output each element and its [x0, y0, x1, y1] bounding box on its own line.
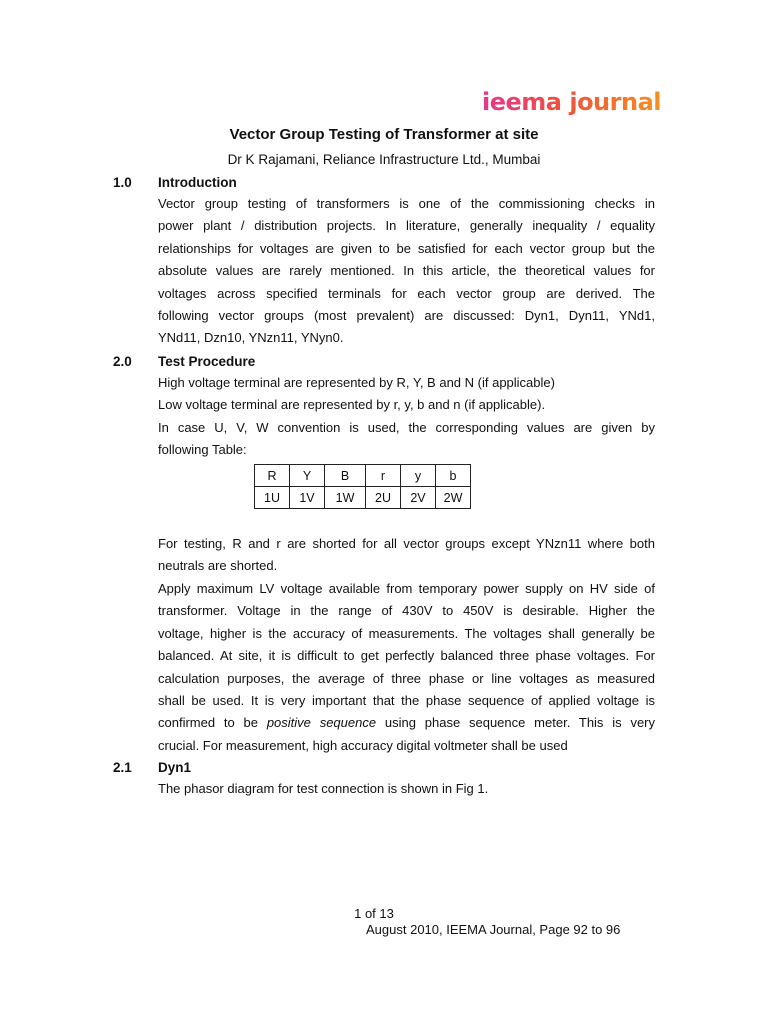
table-cell: 2V — [401, 487, 436, 509]
apply-line-text: using phase sequence meter. This is very — [376, 715, 655, 731]
apply-line: calculation purposes, the average of three phase or line voltages as measured — [158, 670, 655, 686]
intro-line: relationships for voltages are given to be satisfied for each vector group but the — [158, 240, 655, 256]
apply-line: crucial. For measurement, high accuracy digital voltmeter shall be used — [158, 737, 568, 753]
document-title: Vector Group Testing of Transformer at site — [229, 126, 539, 143]
section-title-introduction: Introduction — [158, 175, 237, 190]
intro-line: power plant / distribution projects. In literature, generally inequality / equality — [158, 218, 655, 234]
intro-line: YNd11, Dzn10, YNzn11, YNyn0. — [158, 330, 344, 346]
section-number-1: 1.0 — [113, 175, 132, 190]
procedure-line: In case U, V, W convention is used, the corresponding values are given by — [158, 419, 655, 435]
table-row — [255, 465, 471, 487]
apply-line-text: confirmed to be — [158, 715, 267, 731]
procedure-line: Low voltage terminal are represented by r, y, b and n (if applicable). — [158, 397, 546, 413]
section-title-dyn1: Dyn1 — [158, 760, 192, 775]
ieema-journal-logo: ieema journal — [482, 88, 661, 116]
testing-line: For testing, R and r are shorted for all vector groups except YNzn11 where both — [158, 536, 655, 551]
table-header-cell: y — [401, 465, 436, 487]
section-number-2-1: 2.1 — [113, 760, 132, 775]
dyn1-line: The phasor diagram for test connection is shown in Fig 1. — [158, 781, 489, 796]
positive-sequence-emphasis: positive sequence — [266, 715, 377, 731]
apply-line: Apply maximum LV voltage available from temporary power supply on HV side of — [158, 581, 655, 596]
section-title-test-procedure: Test Procedure — [158, 354, 256, 369]
procedure-line: following Table: — [158, 442, 247, 458]
page-number: 1 of 13 — [354, 906, 394, 921]
table-header-cell: B — [325, 465, 366, 487]
intro-line: Vector group testing of transformers is one of the commissioning checks in — [158, 196, 655, 211]
apply-line — [158, 712, 655, 734]
apply-line: voltage, higher is the accuracy of measurements. The voltages shall generally be — [158, 625, 655, 641]
table-cell: 2U — [366, 487, 401, 509]
table-cell: 1V — [290, 487, 325, 509]
introduction-paragraph — [158, 193, 655, 350]
test-procedure-intro — [158, 372, 655, 462]
apply-line: shall be used. It is very important that the phase sequence of applied voltage is — [158, 693, 655, 709]
intro-line: absolute values are rarely mentioned. In this article, the theoretical values for — [158, 263, 655, 279]
table-header-cell: Y — [290, 465, 325, 487]
testing-line: neutrals are shorted. — [158, 558, 278, 574]
table-cell: 2W — [436, 487, 471, 509]
table-row — [255, 487, 471, 509]
procedure-line: High voltage terminal are represented by R, Y, B and N (if applicable) — [158, 375, 555, 390]
intro-line: following vector groups (most prevalent) are discussed: Dyn1, Dyn11, YNd1, — [158, 308, 655, 324]
table-cell: 1U — [255, 487, 290, 509]
table-cell: 1W — [325, 487, 366, 509]
intro-line: voltages across specified terminals for each vector group are derived. The — [158, 285, 655, 301]
terminal-convention-table — [254, 464, 471, 509]
testing-paragraph — [158, 533, 655, 578]
section-number-2: 2.0 — [113, 354, 132, 369]
author-line: Dr K Rajamani, Reliance Infrastructure Ltd., Mumbai — [227, 152, 541, 167]
apply-voltage-paragraph — [158, 578, 655, 757]
publication-source: August 2010, IEEMA Journal, Page 92 to 96 — [366, 922, 621, 937]
apply-line: balanced. At site, it is difficult to get perfectly balanced three phase voltages. For — [158, 648, 655, 664]
table-header-cell: b — [436, 465, 471, 487]
dyn1-paragraph — [158, 778, 655, 800]
table-header-cell: r — [366, 465, 401, 487]
table-header-cell: R — [255, 465, 290, 487]
apply-line: transformer. Voltage in the range of 430V to 450V is desirable. Higher the — [158, 603, 655, 619]
